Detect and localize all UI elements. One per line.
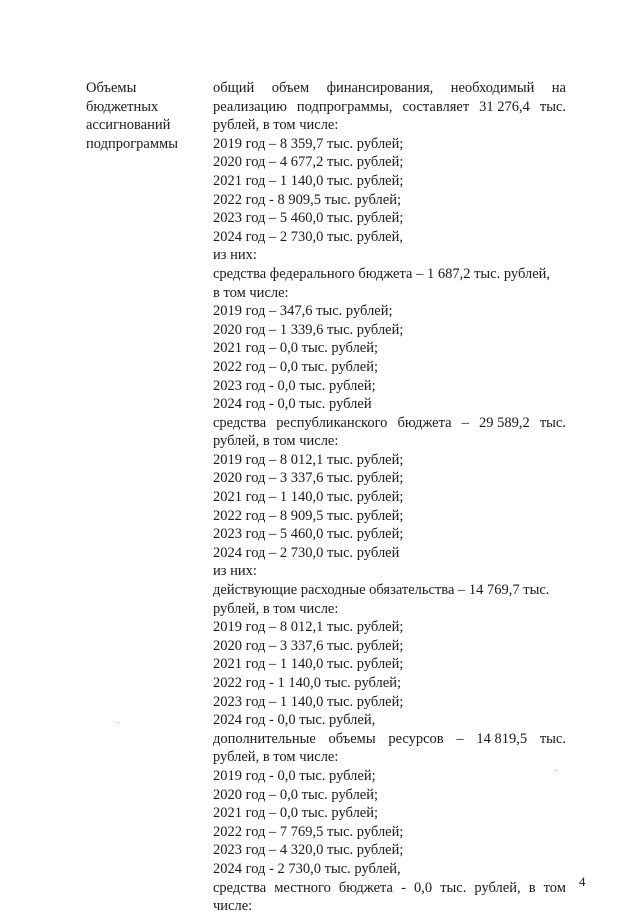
text-line: из них: [213,563,257,580]
label-line: бюджетных [86,98,159,115]
justified-line [213,79,566,98]
text-line: действующие расходные обязательства – 14 769,7 тыс. [213,582,550,599]
word: бюджета [397,414,452,431]
text-line: 2019 год – 8 359,7 тыс. рублей; [213,135,404,152]
text-line: 2020 год – 1 339,6 тыс. рублей; [213,321,404,338]
word: дополнительные [213,730,316,747]
word: составляет [402,98,470,115]
text-line: 2024 год - 0,0 тыс. рублей [213,396,372,413]
text-line: 2024 год – 2 730,0 тыс. рублей [213,544,400,561]
word: тыс. [539,98,566,115]
word: бюджета [338,879,393,896]
text-line: 2021 год – 0,0 тыс. рублей; [213,340,379,357]
word: 29 589,2 [478,414,530,431]
word: тыс. [539,730,566,747]
word: реализацию [213,98,287,115]
text-line: 2022 год – 0,0 тыс. рублей; [213,358,379,375]
page-number: 4 [579,874,586,889]
word: местного [274,879,331,896]
scan-speck [118,722,119,723]
text-line: 2022 год – 7 769,5 тыс. рублей; [213,823,404,840]
word: ресурсов [388,730,444,747]
word: республиканского [276,414,388,431]
text-line: 2019 год - 0,0 тыс. рублей; [213,767,376,784]
text-line: 2021 год – 1 140,0 тыс. рублей; [213,489,404,506]
text-line: рублей, в том числе: [213,433,339,450]
text-line: 2022 год – 8 909,5 тыс. рублей; [213,507,404,524]
word: на [551,80,566,96]
text-line: числе: [213,898,253,915]
content-body [213,79,566,916]
label-line: Объемы [86,80,137,96]
text-line: 2023 год – 5 460,0 тыс. рублей; [213,210,404,227]
text-line: 2022 год - 8 909,5 тыс. рублей; [213,191,401,208]
word: 14 819,5 [476,730,528,747]
word: тыс. [440,879,467,896]
word: средства [213,879,267,896]
text-line: 2020 год – 0,0 тыс. рублей; [213,786,379,803]
text-line: 2024 год - 2 730,0 тыс. рублей, [213,860,401,877]
word: тыс. [539,414,566,431]
row-label [86,79,204,153]
text-line: рублей, в том числе: [213,749,339,766]
text-line: 2019 год – 8 012,1 тыс. рублей; [213,451,404,468]
label-line: подпрограммы [86,135,178,152]
text-line: 2020 год – 3 337,6 тыс. рублей; [213,470,404,487]
word: необходимый [450,80,535,96]
word: подпрограммы, [296,98,393,115]
justified-line [213,98,566,117]
text-line: рублей, в том числе: [213,600,339,617]
word: в [528,879,536,896]
text-line: 2021 год – 1 140,0 тыс. рублей; [213,172,404,189]
text-line: 2023 год - 0,0 тыс. рублей; [213,377,376,394]
word: объемы [328,730,376,747]
text-line: 2022 год - 1 140,0 тыс. рублей; [213,675,401,691]
word: рублей, [474,879,521,896]
word: объем [271,80,310,96]
word: 31 276,4 [479,98,530,115]
word: – [456,730,464,747]
word: - [401,879,406,896]
text-line: 2023 год – 1 140,0 тыс. рублей; [213,693,404,710]
text-line: 2019 год – 8 012,1 тыс. рублей; [213,619,404,636]
label-line: ассигнований [86,117,171,134]
word: том [543,879,566,896]
row-content [213,79,566,916]
justified-line [213,879,566,898]
word: финансирования, [326,80,434,96]
text-line: 2024 год - 0,0 тыс. рублей, [213,712,376,729]
text-line: рублей, в том числе: [213,117,339,134]
word: – [461,414,469,431]
text-line: 2021 год – 1 140,0 тыс. рублей; [213,656,404,673]
text-line: 2023 год – 5 460,0 тыс. рублей; [213,526,404,543]
justified-line [213,414,566,433]
text-line: 2024 год – 2 730,0 тыс. рублей, [213,228,404,245]
text-line: из них: [213,247,257,264]
justified-line [213,730,566,749]
text-line: 2020 год – 4 677,2 тыс. рублей; [213,154,404,171]
text-line: 2020 год – 3 337,6 тыс. рублей; [213,637,404,654]
word: 0,0 [414,879,433,896]
text-line: 2019 год – 347,6 тыс. рублей; [213,303,393,320]
text-line: в том числе: [213,284,289,301]
word: общий [213,80,255,96]
text-line: 2023 год – 4 320,0 тыс. рублей; [213,842,404,859]
scan-speck [556,770,557,771]
text-line: 2021 год – 0,0 тыс. рублей; [213,805,379,822]
text-line: средства федерального бюджета – 1 687,2 тыс. рублей, [213,265,551,282]
word: средства [213,414,267,431]
